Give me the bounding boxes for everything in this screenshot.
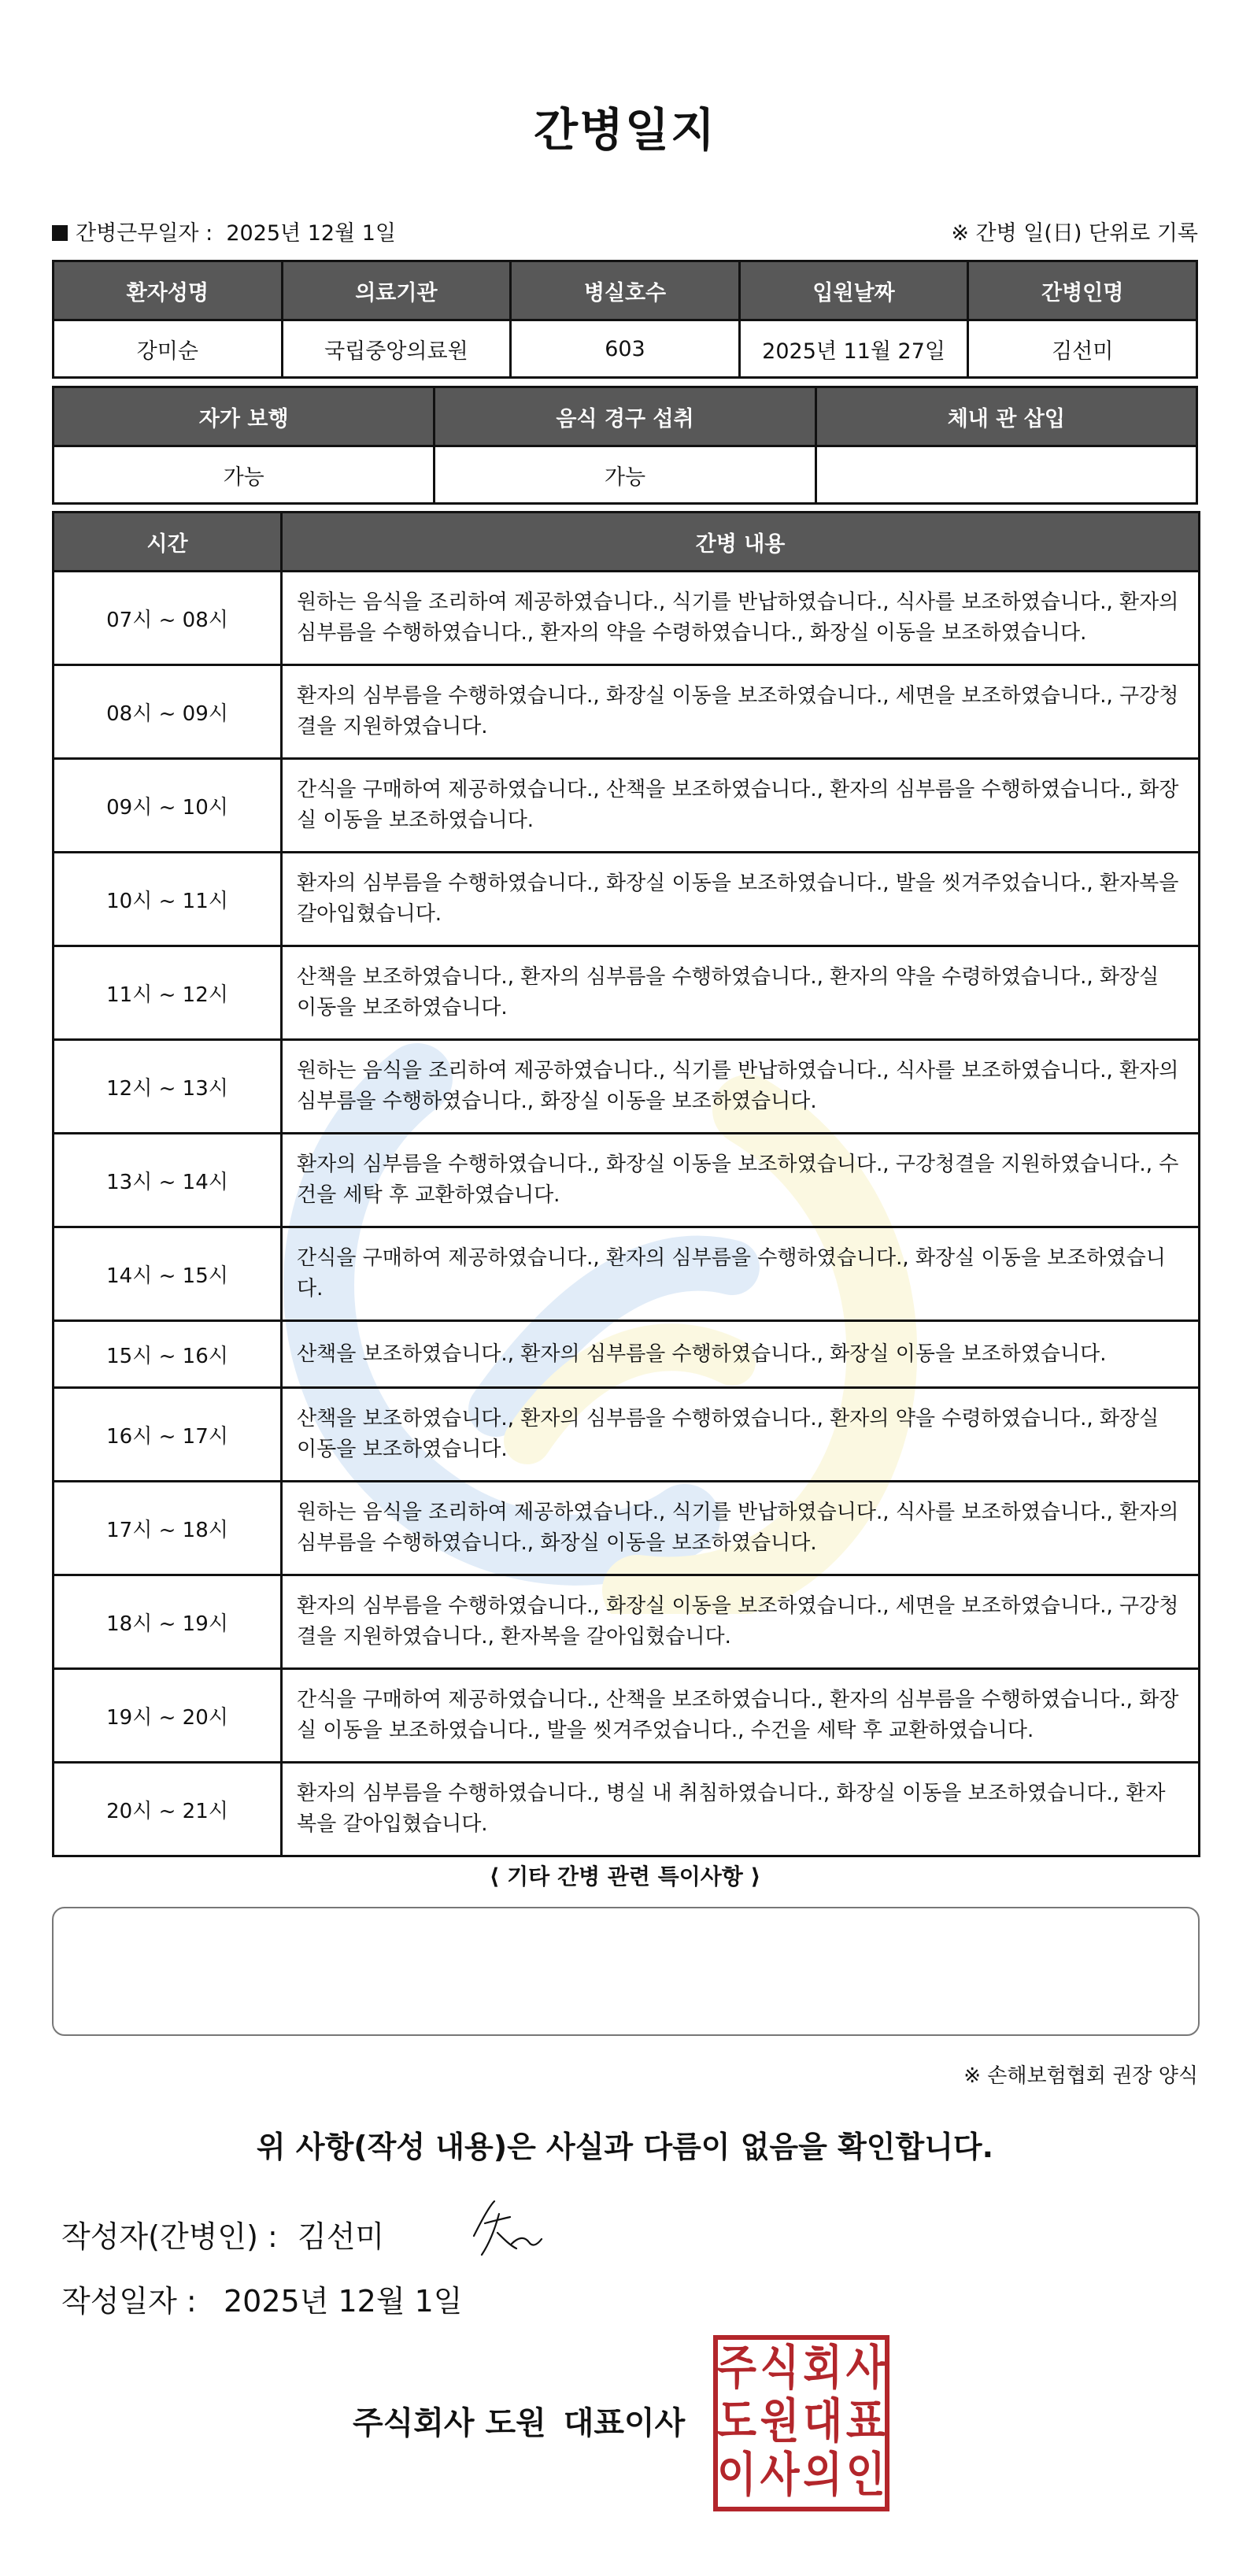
content-cell: 원하는 음식을 조리하여 제공하였습니다., 식기를 반납하였습니다., 식사를 보조하였습니다., 환자의 심부름을 수행하였습니다., 환자의 약을 수령하였습니다., 화장실 이동을 보조하였습니다.: [282, 572, 1200, 665]
company-title: 대표이사: [563, 2405, 686, 2441]
table-row: [54, 1040, 1200, 1134]
table-row: [54, 1575, 1200, 1669]
company-seal: [713, 2335, 889, 2511]
table-row: [54, 946, 1200, 1040]
table-row: [54, 572, 1200, 665]
writer-name: 김선미: [298, 2219, 385, 2254]
time-cell: 19시 ~ 20시: [54, 1669, 282, 1763]
content-cell: 간식을 구매하여 제공하였습니다., 환자의 심부름을 수행하였습니다., 화장실 이동을 보조하였습니다.: [282, 1227, 1200, 1321]
content-cell: 환자의 심부름을 수행하였습니다., 화장실 이동을 보조하였습니다., 구강청결을 지원하였습니다., 수건을 세탁 후 교환하였습니다.: [282, 1134, 1200, 1227]
work-date: [52, 216, 396, 246]
seal-character: 표: [845, 2394, 886, 2449]
work-date-label: 간병근무일자 :: [76, 221, 213, 246]
seal-character: 회: [803, 2341, 843, 2396]
writer-label: 작성자(간병인) :: [61, 2219, 278, 2254]
content-cell: 원하는 음식을 조리하여 제공하였습니다., 식기를 반납하였습니다., 식사를 보조하였습니다., 환자의 심부름을 수행하였습니다., 화장실 이동을 보조하였습니다.: [282, 1040, 1200, 1134]
table-row: [54, 665, 1200, 759]
write-date-label: 작성일자 :: [61, 2284, 197, 2319]
unit-note: ※ 간병 일(日) 단위로 기록: [951, 221, 1198, 246]
remarks-title: ⟨ 기타 간병 관련 특이사항 ⟩: [489, 1864, 761, 1889]
time-cell: 18시 ~ 19시: [54, 1575, 282, 1669]
table-row: [54, 1321, 1200, 1388]
header-time: 시간: [54, 513, 282, 572]
content-cell: 환자의 심부름을 수행하였습니다., 병실 내 취침하였습니다., 화장실 이동을 보조하였습니다., 환자복을 갈아입혔습니다.: [282, 1763, 1200, 1856]
time-cell: 12시 ~ 13시: [54, 1040, 282, 1134]
content-cell: 간식을 구매하여 제공하였습니다., 산책을 보조하였습니다., 환자의 심부름을 수행하였습니다., 화장실 이동을 보조하였습니다.: [282, 759, 1200, 853]
company-signoff: [353, 2398, 685, 2443]
writer-line: [61, 2212, 384, 2256]
table-row: [54, 853, 1200, 946]
table-row: [54, 1669, 1200, 1763]
seal-character: 주: [717, 2341, 757, 2396]
self-walking-value: 가능: [54, 446, 435, 504]
status-header-row: [54, 387, 1197, 446]
patient-value-row: [54, 320, 1197, 378]
header-admission-date: 입원날짜: [739, 261, 968, 320]
header-caregiver: 간병인명: [968, 261, 1197, 320]
room-number: 603: [511, 320, 740, 378]
content-cell: 산책을 보조하였습니다., 환자의 심부름을 수행하였습니다., 화장실 이동을 보조하였습니다.: [282, 1321, 1200, 1388]
seal-character: 도: [717, 2394, 757, 2449]
header-self-walking: 자가 보행: [54, 387, 435, 446]
time-cell: 07시 ~ 08시: [54, 572, 282, 665]
time-cell: 14시 ~ 15시: [54, 1227, 282, 1321]
write-date-line: [61, 2277, 463, 2320]
table-row: [54, 759, 1200, 853]
time-cell: 20시 ~ 21시: [54, 1763, 282, 1856]
table-row: [54, 1482, 1200, 1575]
header-oral-intake: 음식 경구 섭취: [435, 387, 815, 446]
header-care-content: 간병 내용: [282, 513, 1200, 572]
caregiver-name: 김선미: [968, 320, 1197, 378]
content-cell: 원하는 음식을 조리하여 제공하였습니다., 식기를 반납하였습니다., 식사를 보조하였습니다., 환자의 심부름을 수행하였습니다., 화장실 이동을 보조하였습니다.: [282, 1482, 1200, 1575]
header-tube-insertion: 체내 관 삽입: [815, 387, 1196, 446]
time-cell: 09시 ~ 10시: [54, 759, 282, 853]
seal-character: 인: [845, 2448, 886, 2503]
write-date-value: 2025년 12월 1일: [224, 2284, 463, 2319]
tube-insertion-value: [815, 446, 1196, 504]
remarks-box[interactable]: [52, 1907, 1200, 2036]
header-patient-name: 환자성명: [54, 261, 283, 320]
form-note: ※ 손해보험협회 권장 양식: [963, 2064, 1198, 2088]
seal-character: 원: [760, 2394, 800, 2449]
status-value-row: [54, 446, 1197, 504]
time-cell: 11시 ~ 12시: [54, 946, 282, 1040]
content-cell: 산책을 보조하였습니다., 환자의 심부름을 수행하였습니다., 환자의 약을 수령하였습니다., 화장실 이동을 보조하였습니다.: [282, 946, 1200, 1040]
time-cell: 08시 ~ 09시: [54, 665, 282, 759]
table-row: [54, 1227, 1200, 1321]
seal-character: 식: [760, 2341, 800, 2396]
time-cell: 15시 ~ 16시: [54, 1321, 282, 1388]
hospital-name: 국립중앙의료원: [282, 320, 511, 378]
seal-character: 사: [760, 2448, 801, 2503]
oral-intake-value: 가능: [435, 446, 815, 504]
status-table: [52, 386, 1198, 505]
content-cell: 환자의 심부름을 수행하였습니다., 화장실 이동을 보조하였습니다., 발을 씻겨주었습니다., 환자복을 갈아입혔습니다.: [282, 853, 1200, 946]
content-cell: 환자의 심부름을 수행하였습니다., 화장실 이동을 보조하였습니다., 세면을 보조하였습니다., 구강청결을 지원하였습니다.: [282, 665, 1200, 759]
square-bullet-icon: [52, 225, 68, 241]
table-row: [54, 1388, 1200, 1482]
seal-character: 이: [717, 2448, 756, 2503]
table-row: [54, 1763, 1200, 1856]
company-name: 주식회사 도원: [353, 2405, 546, 2441]
signature: [463, 2197, 557, 2260]
content-cell: 환자의 심부름을 수행하였습니다., 화장실 이동을 보조하였습니다., 세면을 보조하였습니다., 구강청결을 지원하였습니다., 환자복을 갈아입혔습니다.: [282, 1575, 1200, 1669]
patient-name: 강미순: [54, 320, 283, 378]
confirmation-statement: 위 사항(작성 내용)은 사실과 다름이 없음을 확인합니다.: [256, 2130, 994, 2164]
seal-character: 의: [803, 2448, 843, 2503]
seal-character: 사: [845, 2341, 886, 2396]
care-log-table: [52, 511, 1200, 1857]
patient-info-table: [52, 260, 1198, 379]
care-log-header-row: [54, 513, 1200, 572]
table-row: [54, 1134, 1200, 1227]
content-cell: 간식을 구매하여 제공하였습니다., 산책을 보조하였습니다., 환자의 심부름을 수행하였습니다., 화장실 이동을 보조하였습니다., 발을 씻겨주었습니다., 수건을 세탁 후 교환하였습니다.: [282, 1669, 1200, 1763]
seal-character: 대: [803, 2394, 843, 2449]
time-cell: 10시 ~ 11시: [54, 853, 282, 946]
page-title: 간병일지: [533, 103, 717, 157]
work-date-value: 2025년 12월 1일: [226, 221, 397, 246]
patient-header-row: [54, 261, 1197, 320]
time-cell: 13시 ~ 14시: [54, 1134, 282, 1227]
header-hospital: 의료기관: [282, 261, 511, 320]
time-cell: 17시 ~ 18시: [54, 1482, 282, 1575]
content-cell: 산책을 보조하였습니다., 환자의 심부름을 수행하였습니다., 환자의 약을 수령하였습니다., 화장실 이동을 보조하였습니다.: [282, 1388, 1200, 1482]
time-cell: 16시 ~ 17시: [54, 1388, 282, 1482]
header-room: 병실호수: [511, 261, 740, 320]
admission-date: 2025년 11월 27일: [739, 320, 968, 378]
